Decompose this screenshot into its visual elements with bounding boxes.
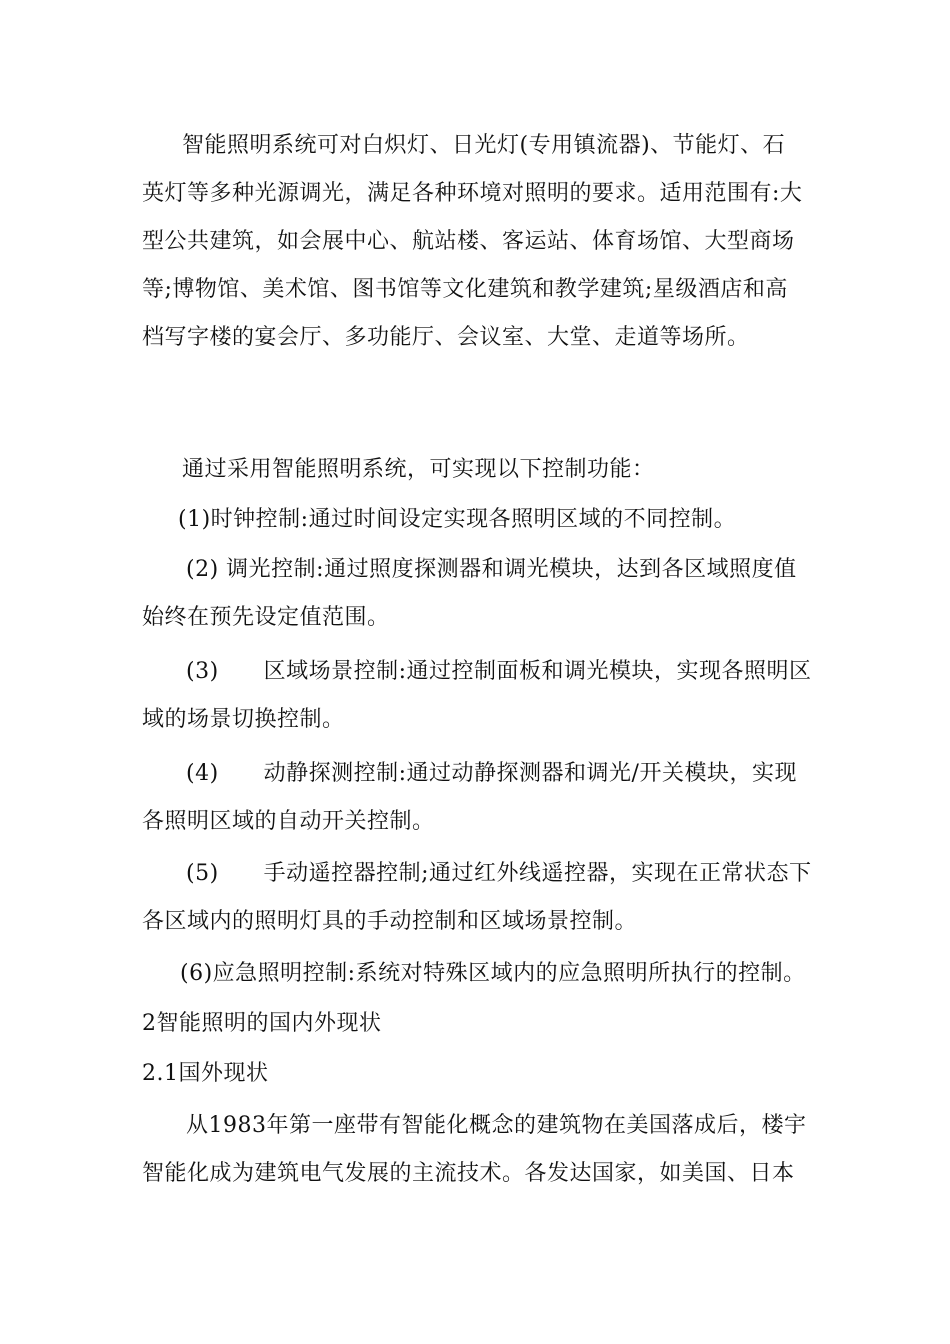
paragraph-line: 档写字楼的宴会厅、多功能厅、会议室、大堂、走道等场所。	[142, 325, 750, 350]
list-item-6: (6)应急照明控制:系统对特殊区域内的应急照明所执行的控制。	[180, 961, 806, 986]
intro-line: 通过采用智能照明系统，可实现以下控制功能：	[182, 457, 655, 482]
list-item-3-cont: 域的场景切换控制。	[142, 707, 345, 732]
paragraph-line: 从1983年第一座带有智能化概念的建筑物在美国落成后，楼宇	[186, 1113, 807, 1138]
subsection-heading: 2.1国外现状	[142, 1061, 269, 1086]
section-heading: 2智能照明的国内外现状	[142, 1011, 382, 1036]
paragraph-line: 智能照明系统可对白炽灯、日光灯(专用镇流器)、节能灯、石	[182, 133, 786, 158]
paragraph-line: 智能化成为建筑电气发展的主流技术。各发达国家，如美国、日本	[142, 1161, 795, 1186]
list-item-4-cont: 各照明区域的自动开关控制。	[142, 809, 435, 834]
list-item-1: (1)时钟控制:通过时间设定实现各照明区域的不同控制。	[178, 507, 737, 532]
list-item-5-cont: 各区域内的照明灯具的手动控制和区域场景控制。	[142, 909, 638, 934]
list-item-2-cont: 始终在预先设定值范围。	[142, 605, 390, 630]
paragraph-line: 英灯等多种光源调光，满足各种环境对照明的要求。适用范围有:大	[142, 181, 803, 206]
paragraph-line: 等;博物馆、美术馆、图书馆等文化建筑和教学建筑;星级酒店和高	[142, 277, 788, 302]
list-item-2: (2) 调光控制:通过照度探测器和调光模块，达到各区域照度值	[186, 557, 797, 582]
list-item-5: (5) 手动遥控器控制;通过红外线遥控器，实现在正常状态下	[186, 861, 812, 886]
list-item-3: (3) 区域场景控制:通过控制面板和调光模块，实现各照明区	[186, 659, 812, 684]
list-item-4: (4) 动静探测控制:通过动静探测器和调光/开关模块，实现	[186, 761, 797, 786]
paragraph-line: 型公共建筑，如会展中心、航站楼、客运站、体育场馆、大型商场	[142, 229, 795, 254]
